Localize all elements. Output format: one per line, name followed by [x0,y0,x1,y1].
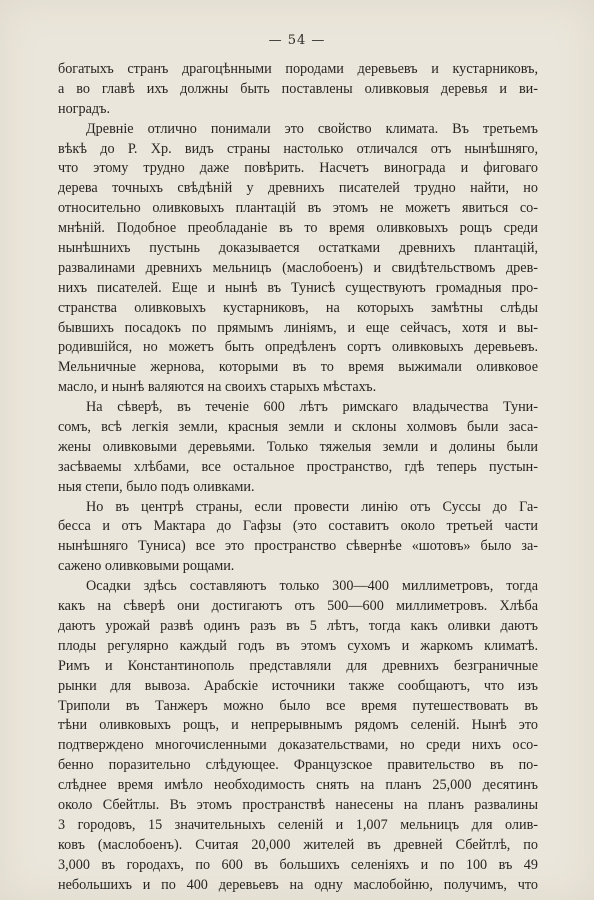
paragraph [58,398,538,497]
text-line: а во главѣ ихъ должны быть поставлены оливковыя деревья и ви- [58,80,538,97]
text-line: Римъ и Константинополь представляли для древнихъ безграничные [58,657,538,674]
page-body-text [58,60,538,895]
text-line: что этому трудно даже повѣрить. Насчетъ винограда и фиговаго [58,160,538,177]
text-line: сажено оливковыми рощами. [58,558,235,575]
text-line: плоды регулярно каждый годъ въ этомъ сухомъ и жаркомъ климатѣ. [58,637,538,654]
text-line: ковъ (маслобоенъ). Считая 20,000 жителей въ древней Сбейтлѣ, по [58,836,538,853]
text-line: бенно поразительно слѣдующее. Французское правительство въ по- [58,757,538,774]
text-line: развалинами древнихъ мельницъ (маслобоенъ) и свидѣтельствомъ древ- [58,259,538,276]
text-line: мнѣній. Подобное преобладаніе въ то время оливковыхъ рощъ среди [58,220,538,237]
text-line: относительно оливковыхъ плантацій въ этомъ не можетъ явиться со- [58,200,538,217]
text-line: 3,000 въ городахъ, по 600 въ большихъ селеніяхъ и по 100 въ 49 [58,856,538,873]
text-line: слѣднее время имѣло необходимость снять на планъ 25,000 десятинъ [58,777,538,794]
text-line: около Сбейтлы. Въ этомъ пространствѣ нанесены на планъ развалины [58,796,538,813]
text-line: какъ на сѣверѣ они достигаютъ отъ 500—600 миллиметровъ. Хлѣба [58,598,538,615]
text-line: Но въ центрѣ страны, если провести линію отъ Суссы до Га- [86,498,538,515]
text-line: нынѣшняго Туниса) все это пространство сѣвернѣе «шотовъ» было за- [58,538,538,555]
paragraph [58,498,538,578]
text-line: Осадки здѣсь составляютъ только 300—400 миллиметровъ, тогда [86,578,538,595]
text-line: нынѣшнихъ пустынь доказывается остатками древнихъ плантацій, [58,240,538,257]
text-line: На сѣверѣ, въ теченіе 600 лѣтъ римскаго владычества Туни- [86,399,538,416]
text-line: странства оливковыхъ кустарниковъ, на которыхъ замѣтны слѣды [58,299,538,316]
text-line: дерева точныхъ свѣдѣній у древнихъ писателей трудно найти, но [58,180,538,197]
paragraph [58,60,538,120]
text-line: засѣваемы хлѣбами, все остальное пространство, гдѣ теперь пустын- [58,458,538,475]
text-line: бывшихъ посадокъ по прямымъ линіямъ, и еще сейчасъ, хотя и вы- [58,319,538,336]
text-line: подтверждено многочисленными доказательствами, но среди нихъ осо- [58,737,538,754]
text-line: богатыхъ странъ драгоцѣнными породами деревьевъ и кустарниковъ, [58,61,538,77]
text-line: небольшихъ и по 400 деревьевъ на одну маслобойню, получимъ, что [58,876,538,893]
text-line: рынки для вывоза. Арабскіе источники также сообщаютъ, что изъ [58,677,538,694]
text-line: тѣни оливковыхъ рощъ, и непрерывнымъ рядомъ селеній. Нынѣ это [58,717,538,734]
text-line: даютъ урожай развѣ одинъ разъ въ 5 лѣтъ, тогда какъ оливки даютъ [58,617,538,634]
text-line: жены оливковыми деревьями. Только тяжелыя земли и долины были [58,438,538,455]
text-line: сомъ, всѣ легкія земли, красныя земли и склоны холмовъ были заса- [58,419,538,436]
text-line: ноградъ. [58,100,110,117]
text-line: ныя степи, было подъ оливками. [58,478,255,495]
text-line: вѣкѣ до Р. Хр. видъ страны настолько отличался отъ нынѣшняго, [58,140,538,157]
text-line: Мельничные жернова, которыми въ то время выжимали оливковое [58,359,538,376]
text-line: бесса и отъ Мактара до Гафзы (это составитъ около третьей части [58,518,538,535]
paragraph [58,120,538,398]
text-line: Древніе отлично понимали это свойство климата. Въ третьемъ [86,120,538,137]
paragraph [58,577,538,895]
text-line: масло, и нынѣ валяются на своихъ старыхъ мѣстахъ. [58,379,377,396]
text-line: Триполи въ Танжеръ можно было все время путешествовать въ [58,697,538,714]
text-line: нихъ писателей. Еще и нынѣ въ Тунисѣ существуютъ громадныя про- [58,279,538,296]
page-number: — 54 — [268,33,326,48]
text-line: 3 городовъ, 15 значительныхъ селеній и 1,007 мельницъ для олив- [58,816,538,833]
text-line: родившійся, но можетъ быть опредѣленъ сортъ оливковыхъ деревьевъ. [58,339,538,356]
